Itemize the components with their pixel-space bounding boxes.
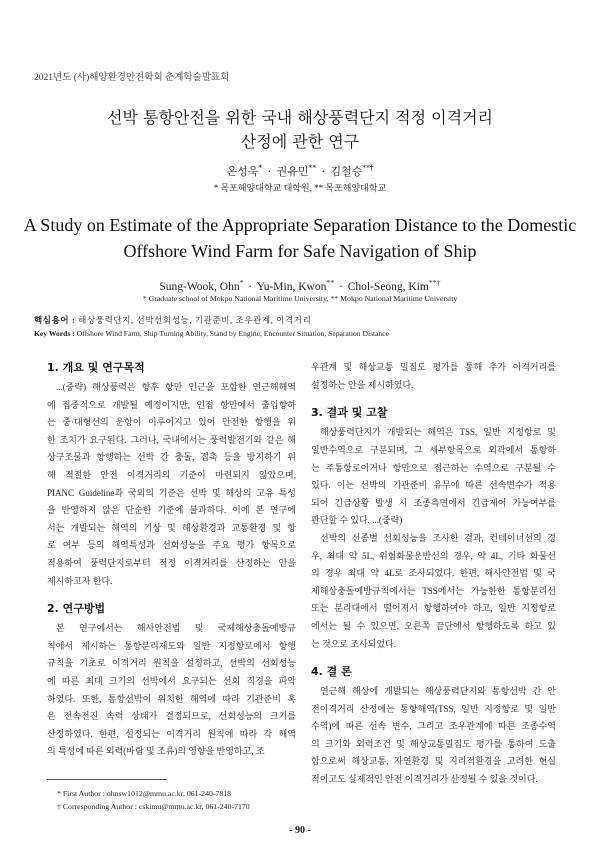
author-separator: ·: [267, 165, 272, 178]
keywords-english-label: Key Words :: [34, 328, 75, 338]
text-line: 해 적절한 안전 이격거리의 기준이 마련되지 않았으며,: [47, 469, 296, 480]
english-title: [0, 212, 600, 264]
section-conclusion: [311, 664, 556, 789]
footnote-corresponding-author: † Corresponding Author : cskimu@mmu.ac.kr, 061-240-7170: [57, 801, 250, 811]
text-line: 로 여부 등의 해역특성과 선회성능을 주요 평가 항목으로: [47, 540, 296, 551]
text-line: 일반수역으로 구분되며, 그 세부항목으로 외곽에서 통항하: [311, 444, 556, 455]
text-line: 상구조물과 항행하는 선박 간 충돌, 접촉 등을 방지하기 위: [47, 452, 296, 463]
author-mark: **: [326, 278, 335, 288]
section-body: [47, 379, 296, 590]
section-method-continued: [311, 359, 556, 394]
author-separator: ·: [248, 281, 253, 293]
section-body: [311, 683, 556, 789]
text-line: 에 집중적으로 개발될 예정이지만, 인접 항만에서 출입항하: [47, 399, 296, 410]
keywords-korean-text: 해상풍력단지, 선박선회성능, 기관준비, 조우관계, 이격거리: [78, 314, 312, 325]
text-line: 또는 분리대에서 떨어져서 항행하여야 하고, 일반 지정항로: [311, 603, 556, 614]
english-title-line: Offshore Wind Farm for Safe Navigation of Ship: [123, 241, 477, 261]
left-column: [47, 360, 296, 761]
author-mark: **†: [428, 278, 441, 288]
section-heading: 3. 결과 및 고찰: [311, 406, 388, 420]
text-line: 을 반영하지 않은 단순한 기준에 불과하다. 이에 본 연구에: [47, 505, 296, 516]
author-name: 김철승: [330, 165, 363, 178]
right-column: [311, 359, 556, 788]
paragraph: [47, 620, 296, 761]
text-line: PIANC Guideline과 국외의 기준은 선박 및 해상의 고유 특성: [47, 487, 296, 498]
text-line: 우, 최대 약 5L, 위험화물운반선의 경우, 약 4L, 기타 화물선: [311, 550, 556, 561]
text-line: 해상풍력단지가 개발되는 해역은 TSS, 일반 지정항로 및: [320, 427, 556, 438]
section-body: [311, 359, 556, 394]
text-line: 는 것으로 조사되었다.: [311, 638, 396, 649]
text-line: 는 중·대형선의 운항이 이루어지고 있어 안전한 항행을 위: [47, 417, 296, 428]
author-name: Yu-Min, Kwon: [256, 281, 327, 293]
section-heading: 2. 연구방법: [47, 602, 106, 616]
author-mark: *: [239, 278, 244, 288]
keywords-korean: [34, 314, 389, 327]
keywords-english-text: Offshore Wind Farm, Ship Turning Ability, Stand by Engine, Encounter Situation, Separation Distance: [76, 328, 390, 338]
korean-authors: [0, 164, 600, 180]
text-line: 함으로써 해상교통, 자연환경 및 지리적환경을 고려한 현실: [311, 756, 556, 767]
text-line: 에 따른 최대 크기의 선박에서 요구되는 선회 직경을 파악: [47, 675, 296, 686]
author-mark: **†: [362, 163, 374, 173]
section-heading: 4. 결 론: [311, 665, 352, 679]
author-mark: **: [308, 163, 316, 173]
text-line: 연근해 해상에 개발되는 해상풍력단지와 통항선박 간 안: [320, 686, 556, 697]
footnote-divider: [47, 779, 167, 780]
text-line: 규칙을 기초로 이격거리 원칙을 설정하고, 선박의 선회성능: [47, 658, 296, 669]
conference-header: 2021년도 (사)해양환경안전학회 춘계학술발표회: [34, 73, 230, 83]
english-title-line: A Study on Estimate of the Appropriate Separation Distance to the Domestic: [23, 215, 577, 235]
text-line: 한 조치가 요구된다. 그러나, 국내에서는 풍력발전기와 같은 해: [47, 434, 296, 445]
english-affiliation: * Graduate school of Mokpo National Maritime University, ** Mokpo National Maritime University: [142, 294, 458, 303]
text-line: 있다. 이는 선박의 기관준비 유무에 따른 선속변수가 적용: [311, 480, 556, 491]
text-line: 설정하는 안을 제시하였다.: [311, 379, 414, 390]
author-name: Sung-Wook, Ohn: [159, 281, 240, 293]
text-line: 산정하였다. 한편, 설정되는 이격거리 원칙에 따라 각 해역: [47, 728, 296, 739]
text-line: 적이고도 실제적인 안전 이격거리가 산정될 수 있을 것이다.: [311, 774, 538, 785]
text-line: ...(중략) 해상풍력은 향후 항만 인근을 포함한 연근해해역: [56, 382, 296, 392]
text-line: 은 전속전진 속력 상태가 결정되므로, 선회성능의 크기를: [47, 711, 296, 722]
korean-title-line: 산정에 관한 연구: [240, 132, 360, 151]
footnote-first-author: * First Author : ohnsw1012@mmu.ac.kr, 061-240-7818: [57, 788, 232, 798]
section-body: [47, 620, 296, 761]
author-separator: ·: [339, 281, 343, 293]
text-line: 판단할 수 있다. ...(중략): [311, 515, 403, 526]
paragraph: [311, 359, 556, 394]
text-line: 의 특성에 따른 외력(바람 및 조류)의 영향을 반영하고, 조: [47, 746, 265, 757]
paragraph: [311, 424, 556, 530]
text-line: 우관계 및 해상교통 밀집도 평가를 통해 추가 이격거리를: [311, 362, 556, 373]
korean-affiliation: * 목포해양대학교 대학원, ** 목포해양대학교: [213, 183, 387, 193]
text-line: 되어 긴급상황 발생 시 조종측면에서 긴급제어 가능여부를: [311, 497, 556, 508]
page-number: - 90 -: [289, 825, 311, 836]
text-line: 수역)에 따른 선속 변수, 그리고 조우관계에 따른 조종수역: [311, 721, 556, 732]
text-line: 제해상충돌예방규칙에서는 TSS에서는 가능한한 통항분리선: [311, 585, 556, 596]
text-line: 서는 개발되는 해역의 기상 및 해상환경과 교통환경 및 항: [47, 522, 296, 533]
korean-title-line: 선박 통항안전을 위한 국내 해상풍력단지 적정 이격거리: [106, 108, 493, 127]
author-name: 온성욱: [226, 165, 259, 178]
text-line: 의 크기와 외력조건 및 해상교통밀집도 평가를 통하여 도출: [311, 738, 556, 749]
paragraph: [311, 683, 556, 789]
author-name: 권유민: [276, 165, 309, 178]
text-line: 하였다. 또한, 통항선박이 위치한 해역에 따라 기관준비 혹: [47, 693, 296, 704]
keywords: [34, 314, 389, 340]
text-line: 본 연구에서는 해사안전법 및 국제해상충돌예방규: [56, 623, 296, 634]
text-line: 는 주통항로이거나 항만으로 접근하는 수역으로 구분될 수: [311, 462, 556, 473]
korean-title: [0, 106, 600, 154]
text-line: 제시하고자 한다.: [47, 575, 113, 586]
author-name: Chol-Seong, Kim: [347, 281, 429, 293]
section-method: [47, 601, 296, 761]
text-line: 전이격거리 산정에는 통항해역(TSS, 일반 지정항로 및 일반: [311, 703, 556, 714]
paragraph: [47, 379, 296, 590]
keywords-korean-label: 핵심용어 :: [34, 314, 76, 325]
text-line: 선박의 선종별 선회성능을 조사한 결과, 컨테이너선의 경: [320, 532, 556, 543]
text-line: 에서는 될 수 있으면, 오른쪽 끝단에서 항행하도록 하고 있: [311, 620, 556, 631]
author-separator: ·: [321, 165, 325, 178]
section-heading: 1. 개요 및 연구목적: [47, 361, 145, 374]
section-overview: [47, 360, 296, 590]
footnotes: [57, 787, 250, 813]
text-line: 적용하여 풍력단지로부터 적정 이격거리를 산정하는 안을: [47, 557, 296, 568]
text-line: 의 경우 최대 약 4L로 조사되었다. 한편, 해사안전법 및 국: [311, 568, 556, 579]
author-mark: *: [258, 163, 263, 173]
section-body: [311, 424, 556, 653]
section-results: [311, 405, 556, 653]
keywords-english: [34, 327, 389, 340]
text-line: 칙에서 제시하는 통항분리제도와 일반 지정항로에서 항행: [47, 640, 296, 651]
paragraph: [311, 530, 556, 653]
